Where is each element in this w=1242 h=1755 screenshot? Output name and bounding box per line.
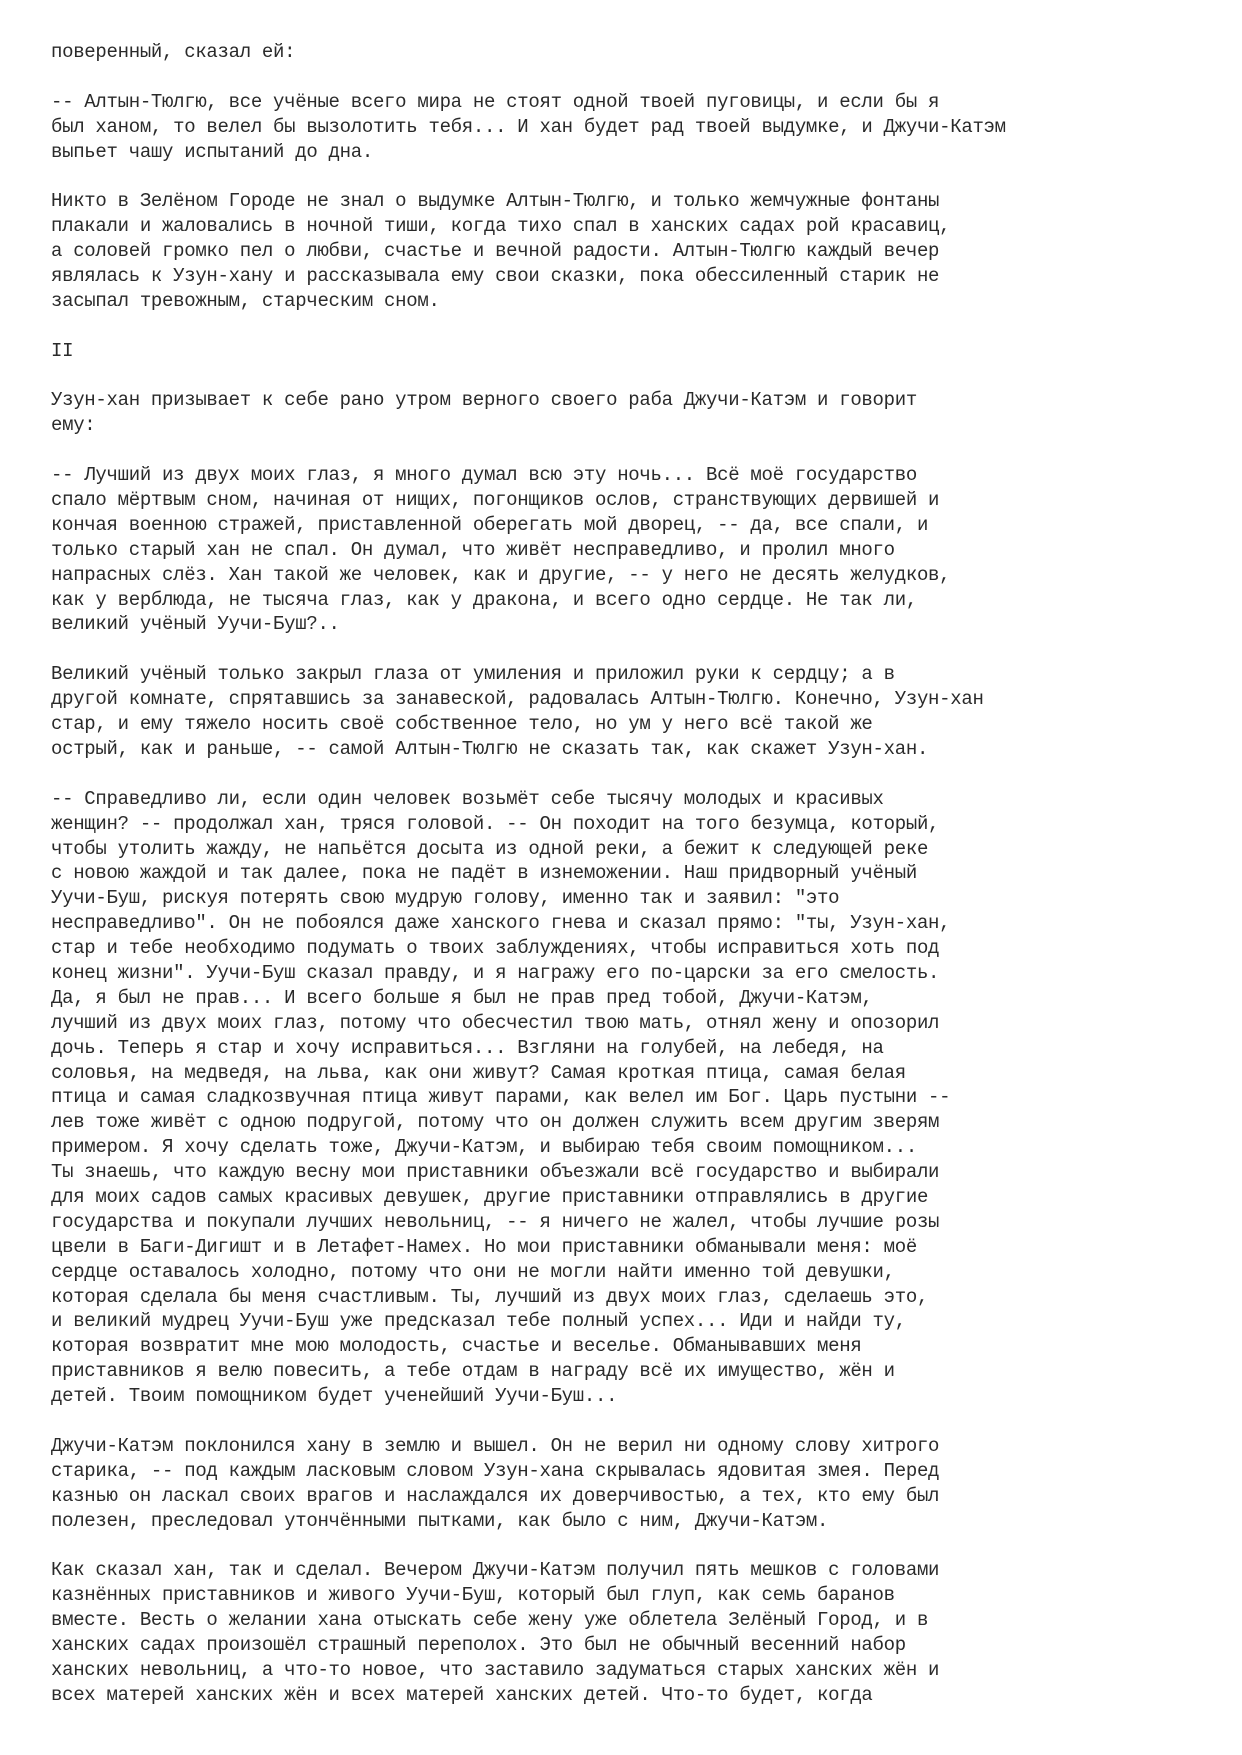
- text-line: плакали и жаловались в ночной тиши, когда тихо спал в ханских садах рой красавиц,: [51, 215, 951, 238]
- paragraph: [51, 662, 1211, 762]
- paragraph: [51, 189, 1211, 313]
- paragraph: [51, 1558, 1211, 1707]
- text-line: конец жизни". Уучи-Буш сказал правду, и я награжу его по-царски за его смелость.: [51, 961, 940, 984]
- text-line: кончая военною стражей, приставленной оберегать мой дворец, -- да, все спали, и: [51, 513, 929, 536]
- text-line: напрасных слёз. Хан такой же человек, как и другие, -- у него не десять желудков,: [51, 563, 951, 586]
- paragraph: [51, 1434, 1211, 1534]
- text-line: чтобы утолить жажду, не напьётся досыта из одной реки, а бежит к следующей реке: [51, 837, 929, 860]
- text-line: соловья, на медведя, на льва, как они живут? Самая кроткая птица, самая белая: [51, 1061, 906, 1084]
- text-line: всех матерей ханских жён и всех матерей ханских детей. Что-то будет, когда: [51, 1683, 873, 1706]
- paragraph: [51, 388, 1211, 438]
- text-line: которая сделала бы меня счастливым. Ты, лучший из двух моих глаз, сделаешь это,: [51, 1285, 929, 1308]
- text-line: лев тоже живёт с одною подругой, потому что он должен служить всем другим зверям: [51, 1111, 940, 1134]
- paragraph: [51, 90, 1211, 165]
- text-line: II: [51, 339, 74, 362]
- text-line: поверенный, сказал ей:: [51, 41, 296, 63]
- paragraph: [51, 787, 1211, 1409]
- text-line: женщин? -- продолжал хан, тряся головой. -- Он походит на того безумца, который,: [51, 812, 940, 835]
- text-line: как у верблюда, не тысяча глаз, как у дракона, и всего одно сердце. Не так ли,: [51, 588, 917, 611]
- text-line: Уучи-Буш, рискуя потерять свою мудрую голову, именно так и заявил: "это: [51, 887, 840, 910]
- text-line: другой комнате, спрятавшись за занавеской, радовалась Алтын-Тюлгю. Конечно, Узун-хан: [51, 688, 984, 711]
- text-line: старика, -- под каждым ласковым словом Узун-хана скрывалась ядовитая змея. Перед: [51, 1459, 940, 1482]
- text-line: и великий мудрец Уучи-Буш уже предсказал тебе полный успех... Иди и найди ту,: [51, 1310, 906, 1333]
- text-line: засыпал тревожным, старческим сном.: [51, 289, 440, 312]
- text-line: великий учёный Уучи-Буш?..: [51, 613, 340, 636]
- text-line: был ханом, то велел бы вызолотить тебя... И хан будет рад твоей выдумке, и Джучи-Катэм: [51, 115, 1006, 138]
- text-line: вместе. Весть о желании хана отыскать себе жену уже облетела Зелёный Город, и в: [51, 1609, 929, 1632]
- text-line: Никто в Зелёном Городе не знал о выдумке Алтын-Тюлгю, и только жемчужные фонтаны: [51, 190, 940, 213]
- text-line: примером. Я хочу сделать тоже, Джучи-Катэм, и выбираю тебя своим помощником...: [51, 1136, 917, 1159]
- text-line: Джучи-Катэм поклонился хану в землю и вышел. Он не верил ни одному слову хитрого: [51, 1434, 940, 1457]
- text-line: только старый хан не спал. Он думал, что живёт несправедливо, и пролил много: [51, 538, 895, 561]
- text-line: стар, и ему тяжело носить своё собственное тело, но ум у него всё такой же: [51, 713, 873, 736]
- text-line: ханских невольниц, а что-то новое, что заставило задуматься старых ханских жён и: [51, 1658, 940, 1681]
- text-line: сердце оставалось холодно, потому что они не могли найти именно той девушки,: [51, 1260, 895, 1283]
- text-line: птица и самая сладкозвучная птица живут парами, как велел им Бог. Царь пустыни --: [51, 1086, 951, 1109]
- text-line: -- Лучший из двух моих глаз, я много думал всю эту ночь... Всё моё государство: [51, 464, 917, 487]
- text-line: Да, я был не прав... И всего больше я был не прав пред тобой, Джучи-Катэм,: [51, 986, 873, 1009]
- text-line: острый, как и раньше, -- самой Алтын-Тюлгю не сказать так, как скажет Узун-хан.: [51, 737, 929, 760]
- text-line: являлась к Узун-хану и рассказывала ему свои сказки, пока обессиленный старик не: [51, 265, 940, 288]
- text-line: Великий учёный только закрыл глаза от умиления и приложил руки к сердцу; а в: [51, 663, 895, 686]
- text-line: стар и тебе необходимо подумать о твоих заблуждениях, чтобы исправиться хоть под: [51, 937, 940, 960]
- text-line: с новою жаждой и так далее, пока не падёт в изнеможении. Наш придворный учёный: [51, 862, 917, 885]
- paragraph: [51, 40, 1211, 65]
- text-line: полезен, преследовал утончёнными пытками, как было с ним, Джучи-Катэм.: [51, 1509, 829, 1532]
- text-line: которая возвратит мне мою молодость, счастье и веселье. Обманывавших меня: [51, 1335, 862, 1358]
- text-line: -- Алтын-Тюлгю, все учёные всего мира не стоят одной твоей пуговицы, и если бы я: [51, 90, 940, 113]
- text-line: а соловей громко пел о любви, счастье и вечной радости. Алтын-Тюлгю каждый вечер: [51, 240, 940, 263]
- text-line: ханских садах произошёл страшный переполох. Это был не обычный весенний набор: [51, 1634, 906, 1656]
- text-line: несправедливо". Он не побоялся даже ханского гнева и сказал прямо: "ты, Узун-хан,: [51, 912, 951, 935]
- text-line: казнью он ласкал своих врагов и наслаждался их доверчивостью, а тех, кто ему был: [51, 1484, 940, 1507]
- paragraph: [51, 339, 1211, 364]
- text-line: выпьет чашу испытаний до дна.: [51, 140, 373, 163]
- text-line: -- Справедливо ли, если один человек возьмёт себе тысячу молодых и красивых: [51, 787, 884, 810]
- text-line: Узун-хан призывает к себе рано утром верного своего раба Джучи-Катэм и говорит: [51, 389, 917, 412]
- text-line: государства и покупали лучших невольниц, -- я ничего не жалел, чтобы лучшие розы: [51, 1210, 940, 1233]
- text-line: казнённых приставников и живого Уучи-Буш, который был глуп, как семь баранов: [51, 1584, 895, 1607]
- text-line: детей. Твоим помощником будет ученейший Уучи-Буш...: [51, 1385, 618, 1408]
- text-line: спало мёртвым сном, начиная от нищих, погонщиков ослов, странствующих дервишей и: [51, 489, 940, 512]
- text-line: приставников я велю повесить, а тебе отдам в награду всё их имущество, жён и: [51, 1360, 895, 1383]
- text-line: дочь. Теперь я стар и хочу исправиться... Взгляни на голубей, на лебедя, на: [51, 1036, 884, 1059]
- paragraph: [51, 463, 1211, 637]
- text-line: цвели в Баги-Дигишт и в Летафет-Намех. Но мои приставники обманывали меня: моё: [51, 1235, 917, 1258]
- document-page: [51, 40, 1211, 1733]
- text-line: лучший из двух моих глаз, потому что обесчестил твою мать, отнял жену и опозорил: [51, 1011, 940, 1034]
- text-line: Как сказал хан, так и сделал. Вечером Джучи-Катэм получил пять мешков с головами: [51, 1559, 940, 1582]
- text-line: Ты знаешь, что каждую весну мои приставники объезжали всё государство и выбирали: [51, 1161, 940, 1184]
- text-line: для моих садов самых красивых девушек, другие приставники отправлялись в другие: [51, 1185, 929, 1208]
- text-line: ему:: [51, 414, 96, 437]
